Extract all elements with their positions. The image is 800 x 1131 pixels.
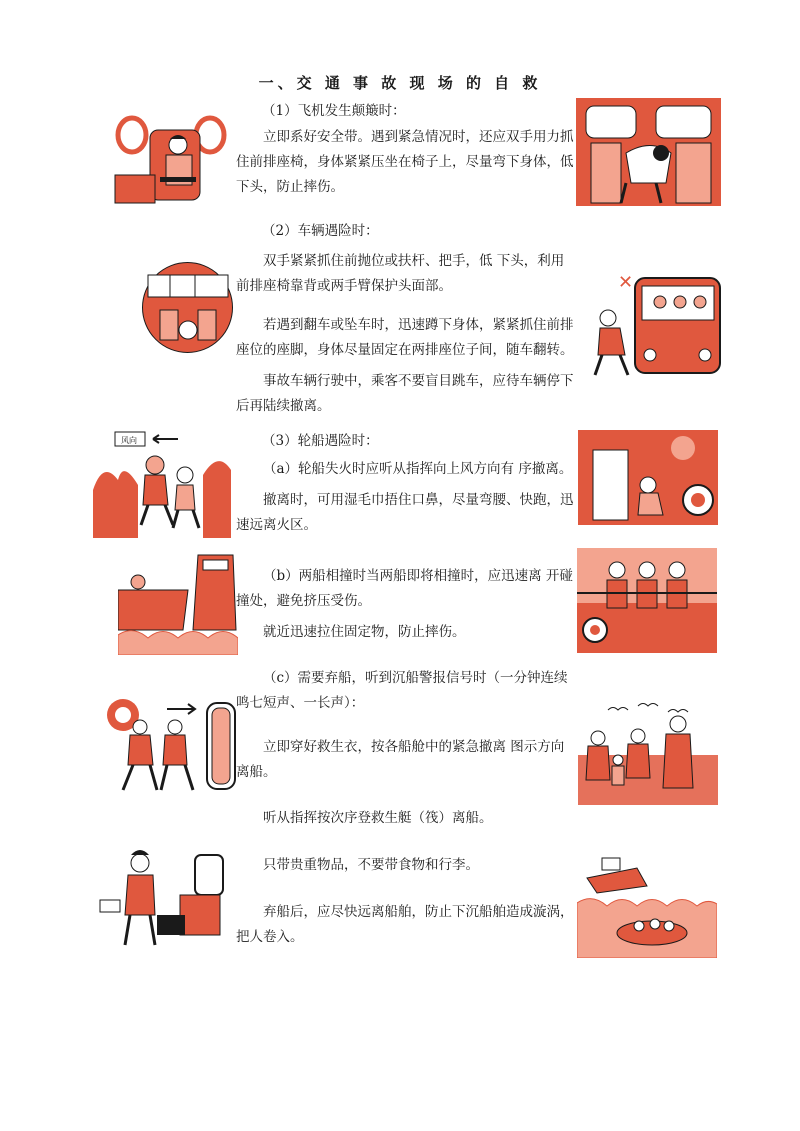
illustration-airplane-seatbelt bbox=[110, 115, 230, 210]
illustration-ship-holding-rail bbox=[577, 548, 717, 653]
paragraph-ship-evacuate: 撤离时，可用湿毛巾捂住口鼻，尽量弯腰、快跑，迅速远离火区。 bbox=[236, 492, 574, 533]
paragraph-vehicle-2: 若遇到翻车或坠车时，迅速蹲下身体，紧紧抓住前排座位的座脚，身体尽量固定在两排座位子间，随车翻转。 bbox=[236, 317, 574, 358]
illustration-ship-fire-escape bbox=[93, 430, 233, 538]
svg-text:✕: ✕ bbox=[618, 272, 634, 293]
paragraph-ship-collision: （b）两船相撞时当两船即将相撞时，应迅速离 开碰撞处，避免挤压受伤。 bbox=[236, 568, 573, 609]
paragraph-ship-abandon: （c）需要弃船，听到沉船警报信号时（一分钟连续鸣七短声、一长声）： bbox=[236, 670, 568, 711]
illustration-leave-luggage bbox=[95, 845, 235, 950]
paragraph-ship-hold: 就近迅速拉住固定物，防止摔伤。 bbox=[263, 624, 466, 640]
section-heading-ship: （3）轮船遇险时： bbox=[262, 433, 379, 449]
illustration-airplane-brace bbox=[576, 98, 721, 206]
illustration-lifejacket-run bbox=[95, 695, 240, 800]
page-title: 一、交 通 事 故 现 场 的 自 救 bbox=[258, 74, 542, 92]
paragraph-ship-valuables: 只带贵重物品，不要带食物和行李。 bbox=[263, 857, 479, 873]
illustration-bus-front bbox=[580, 270, 725, 380]
illustration-bus-interior bbox=[140, 260, 235, 355]
wind-direction-sign: 风向 bbox=[121, 436, 137, 445]
paragraph-ship-leave: 弃船后，应尽快远离船舶，防止下沉船舶造成漩涡，把人卷入。 bbox=[236, 904, 574, 945]
paragraph-vehicle-1: 双手紧紧抓住前抛位或扶杆、把手，低 下头，利用前排座椅靠背或两手臂保护头面部。 bbox=[236, 253, 565, 294]
illustration-ship-collision bbox=[118, 550, 238, 655]
illustration-ship-fire-door bbox=[578, 430, 718, 525]
paragraph-airplane: 立即系好安全带。遇到紧急情况时，还应双手用力抓住前排座椅，身体紧紧压坐在椅子上，尽量弯下身体，低下头，防止摔伤。 bbox=[236, 129, 574, 195]
section-heading-airplane: （1）飞机发生颠簸时： bbox=[262, 103, 406, 119]
illustration-crew-guiding bbox=[578, 700, 718, 805]
paragraph-ship-fire: （a）轮船失火时应听从指挥向上风方向有 序撤离。 bbox=[263, 461, 573, 477]
illustration-lifeboat bbox=[577, 848, 717, 958]
paragraph-vehicle-3: 事故车辆行驶中，乘客不要盲目跳车，应待车辆停下后再陆续撤离。 bbox=[236, 373, 574, 414]
paragraph-ship-lifejacket: 立即穿好救生衣，按各船舱中的紧急撤离 图示方向离船。 bbox=[236, 739, 565, 780]
paragraph-ship-lifeboat: 听从指挥按次序登救生艇（筏）离船。 bbox=[263, 810, 493, 826]
section-heading-vehicle: （2）车辆遇险时： bbox=[262, 223, 379, 239]
